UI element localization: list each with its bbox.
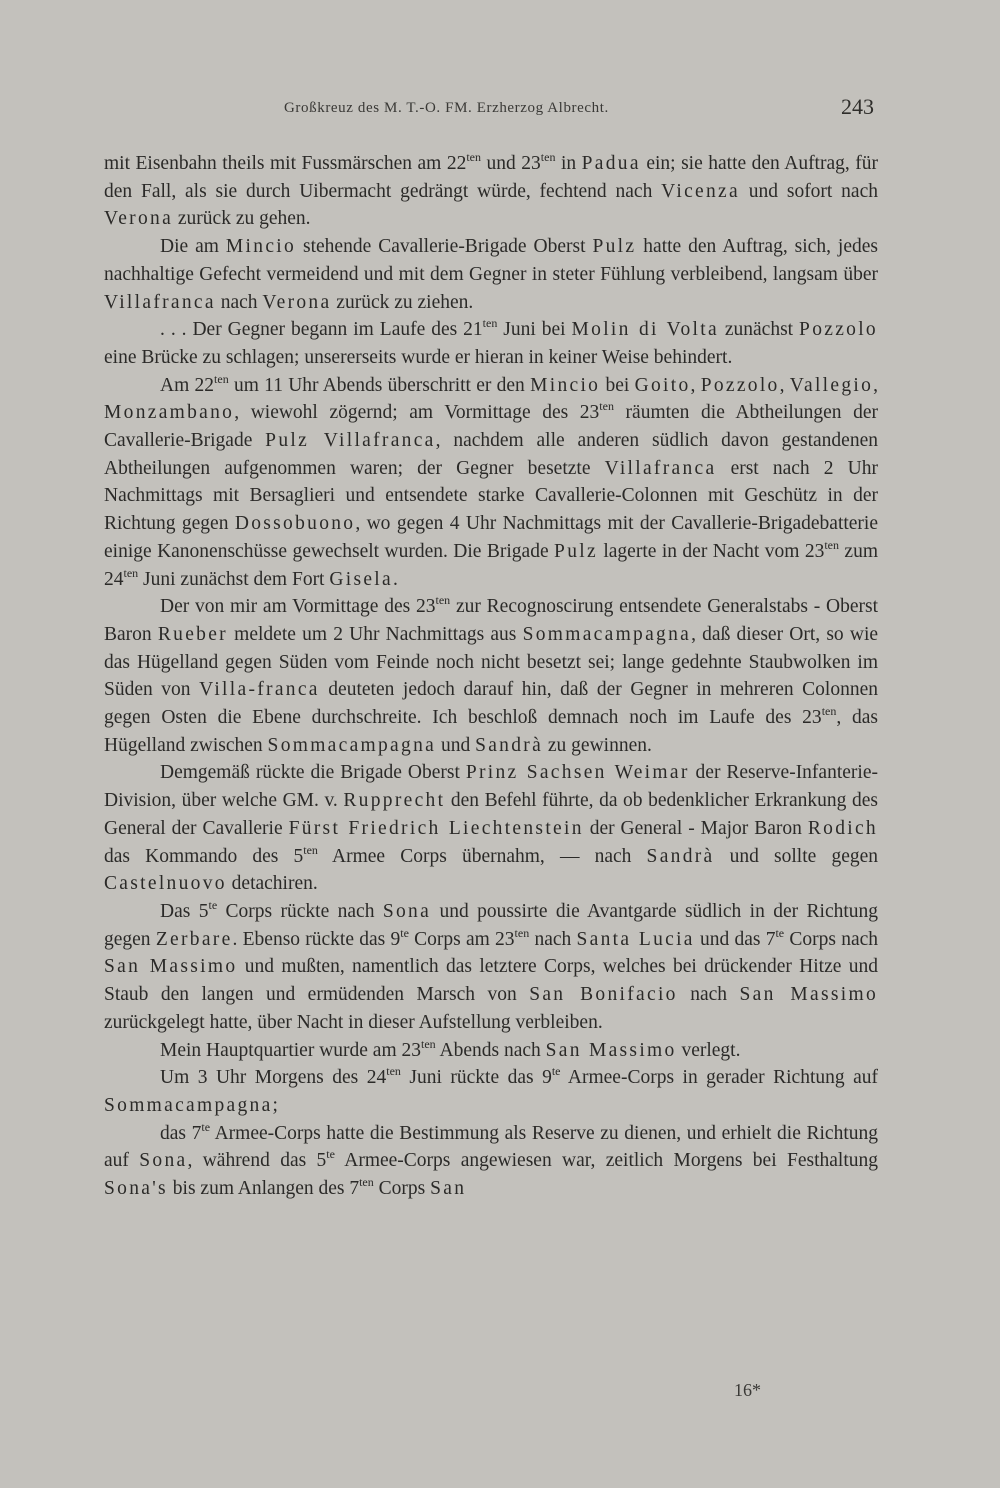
superscript: ten: [482, 316, 498, 331]
superscript: ten: [123, 565, 139, 580]
superscript: ten: [421, 1036, 436, 1051]
paragraph: [104, 1064, 878, 1119]
signature-mark: 16*: [734, 1380, 761, 1400]
spaced-name: Villafranca: [104, 291, 216, 313]
body-text: [104, 150, 878, 1203]
text-run: Der von mir am Vormittage des 23: [160, 596, 436, 618]
spaced-name: Mincio: [530, 374, 601, 396]
text-run: nach: [215, 291, 263, 313]
text-run: lagerte in der Nacht vom 23: [597, 540, 825, 562]
superscript: te: [551, 1064, 561, 1079]
superscript: ten: [540, 150, 556, 164]
superscript: ten: [599, 399, 614, 414]
spaced-name: Mincio: [225, 236, 297, 258]
superscript: ten: [386, 1064, 401, 1079]
text-run: , nachdem alle anderen südlich davon gestandenen Abtheilungen aufgenommen waren; der Gegner besetzte: [104, 430, 878, 479]
text-run: Juni rückte das 9: [400, 1067, 552, 1089]
text-run: Die am: [160, 236, 226, 258]
text-run: zu gewinnen.: [543, 734, 652, 756]
text-run: um 11 Uhr Abends überschritt er den: [228, 374, 531, 396]
paragraph: [104, 372, 878, 594]
spaced-name: Sona: [382, 900, 432, 922]
superscript: te: [201, 1119, 211, 1134]
text-run: detachiren.: [226, 873, 318, 895]
spaced-name: Verona: [262, 291, 332, 313]
paragraph: [104, 316, 878, 371]
text-run: nach: [677, 984, 740, 1006]
text-run: zunächst: [718, 319, 800, 341]
text-run: das 7: [160, 1122, 202, 1144]
text-run: räumten die Abtheilungen der Cavallerie-Brigade: [104, 402, 878, 452]
spaced-name: San: [430, 1178, 467, 1200]
running-head: Großkreuz des M. T.-O. FM. Erzherzog Albrecht.: [284, 100, 609, 116]
text-run: Juni zunächst dem Fort: [138, 568, 330, 590]
text-run: Armee-Corps angewiesen war, zeitlich Morgens bei Festhaltung: [334, 1150, 878, 1172]
text-run: und sollte gegen: [714, 845, 878, 867]
superscript: ten: [821, 704, 837, 719]
text-run: und 23: [481, 153, 541, 174]
text-run: .: [392, 568, 398, 590]
text-run: Corps nach: [784, 928, 879, 950]
spaced-name: Pulz: [592, 236, 637, 258]
spaced-name: Verona: [104, 208, 174, 230]
text-run: , daß dieser Ort, so wie das Hügelland gegen Süden vom Feinde noch nicht besetzt sei; lange gedehnte Staubwolken im Süden von: [104, 623, 879, 701]
text-run: und mußten, namentlich das letztere Corps, welches bei drückender Hitze und Staub den langen und ermüdenden Marsch von: [104, 956, 878, 1006]
spaced-name: Sommacampagna: [267, 734, 437, 756]
paragraph: [104, 233, 878, 316]
text-run: verlegt.: [676, 1039, 741, 1061]
text-run: . Ebenso rückte das 9: [232, 928, 401, 950]
spaced-name: Dossobuono: [234, 513, 356, 535]
text-run: ,: [690, 374, 701, 396]
text-run: meldete um 2 Uhr Nachmittags aus: [227, 623, 523, 645]
superscript: ten: [514, 925, 530, 940]
spaced-name: Santa Lucia: [576, 928, 695, 950]
text-run: Corps: [373, 1178, 431, 1200]
spaced-name: Sommacampagna: [522, 623, 692, 645]
spaced-name: Sommacampagna: [104, 1094, 273, 1116]
spaced-name: Pozzolo: [700, 374, 780, 396]
text-run: in: [555, 153, 582, 174]
text-run: hatte den Auftrag, sich, jedes nachhaltige Gefecht vermeidend und mit dem Gegner in steter Fühlung verbleibend, langsam über: [104, 236, 878, 285]
text-run: , während das 5: [187, 1150, 327, 1172]
paragraph: [104, 898, 878, 1037]
text-run: Armee Corps übernahm, — nach: [317, 845, 647, 867]
spaced-name: Padua: [581, 153, 641, 174]
text-run: erst nach 2 Uhr Nachmittags mit Bersaglieri und entsendete starke Cavallerie-Colonnen mit Geschütz in der Richtung gegen: [104, 457, 878, 535]
spaced-name: Pulz Villafranca: [265, 430, 436, 452]
spaced-name: Pulz: [554, 540, 598, 562]
text-run: Das 5: [160, 900, 209, 922]
text-run: zurück zu ziehen.: [331, 291, 474, 313]
text-run: Um 3 Uhr Morgens des 24: [160, 1067, 387, 1089]
spaced-name: Sona's: [104, 1178, 168, 1200]
spaced-name: San Massimo: [739, 984, 878, 1006]
superscript: ten: [303, 842, 318, 857]
text-run: Corps rückte nach: [217, 900, 383, 922]
text-run: Armee-Corps hatte die Bestimmung als Reserve zu dienen, und erhielt die Richtung auf: [104, 1122, 878, 1172]
spaced-name: Sandrà: [646, 845, 715, 867]
superscript: te: [775, 925, 785, 940]
text-run: zurückgelegt hatte, über Nacht in dieser Aufstellung verbleiben.: [104, 1011, 603, 1033]
page-number: 243: [841, 94, 874, 119]
text-run: Juni bei: [497, 319, 572, 341]
text-run: Corps am 23: [408, 928, 515, 950]
spaced-name: Rupprecht: [343, 790, 446, 812]
paragraph: [104, 593, 878, 759]
text-run: das Kommando des 5: [104, 845, 304, 867]
text-run: Am 22: [160, 374, 215, 396]
text-run: zurück zu gehen.: [173, 208, 311, 230]
superscript: ten: [214, 371, 229, 386]
text-run: deuteten jedoch darauf hin, daß der Gegner in mehreren Colonnen gegen Osten die Ebene durchschreite. Ich beschloß demnach noch im Laufe des 23: [104, 679, 878, 729]
superscript: ten: [824, 537, 839, 552]
page-header: [104, 94, 878, 124]
spaced-name: Zerbare: [155, 928, 233, 950]
spaced-name: San Massimo: [104, 956, 238, 978]
text-run: stehende Cavallerie-Brigade Oberst: [296, 236, 593, 258]
text-run: zum 24: [104, 540, 878, 590]
text-run: mit Eisenbahn theils mit Fussmärschen am 22: [104, 153, 467, 174]
spaced-name: Goito: [634, 374, 691, 396]
spaced-name: Prinz Sachsen Weimar: [465, 762, 690, 784]
spaced-name: Vallegio: [789, 374, 874, 396]
text-run: ,: [779, 374, 790, 396]
spaced-name: Pozzolo: [799, 319, 878, 341]
paragraph: [104, 759, 878, 898]
text-run: eine Brücke zu schlagen; unsererseits wurde er hieran in keiner Weise behindert.: [104, 346, 733, 368]
superscript: te: [326, 1147, 335, 1162]
spaced-name: Sandrà: [475, 734, 544, 756]
text-run: nach: [529, 928, 577, 950]
spaced-name: Rueber: [157, 623, 228, 645]
text-run: . . . Der Gegner begann im Laufe des 21: [160, 319, 483, 341]
text-run: , das Hügelland zwischen: [104, 707, 878, 756]
text-run: Abends nach: [435, 1039, 546, 1061]
text-run: und sofort nach: [739, 180, 878, 202]
spaced-name: Villa-franca: [199, 679, 320, 701]
text-run: ,: [873, 374, 879, 396]
spaced-name: Sona: [139, 1150, 188, 1172]
text-run: Demgemäß rückte die Brigade Oberst: [160, 762, 466, 784]
spaced-name: Fürst Friedrich Liechtenstein: [288, 817, 584, 839]
spaced-name: Molin di Volta: [571, 319, 719, 341]
spaced-name: Rodich: [807, 817, 878, 839]
superscript: ten: [435, 593, 451, 608]
spaced-name: San Massimo: [545, 1039, 677, 1061]
text-run: bis zum Anlangen des 7: [167, 1178, 360, 1200]
text-run: der Reserve-Infanterie-Division, über welche GM. v.: [104, 762, 878, 812]
text-run: , wo gegen 4 Uhr Nachmittags mit der Cavallerie-Brigadebatterie einige Kanonenschüsse gewechselt wurden. Die Brigade: [104, 513, 879, 562]
text-run: ;: [272, 1094, 278, 1116]
text-run: bei: [600, 374, 635, 396]
superscript: te: [208, 897, 218, 912]
superscript: te: [400, 925, 409, 940]
paragraph: [104, 150, 878, 233]
paragraph: [104, 1120, 878, 1203]
superscript: ten: [466, 150, 482, 164]
text-run: den Befehl führte, da ob bedenklicher Erkrankung des General der Cavallerie: [104, 790, 878, 839]
text-run: zur Recognoscirung entsendete Generalstabs - Oberst Baron: [104, 596, 878, 645]
text-run: Armee-Corps in gerader Richtung auf: [560, 1067, 879, 1089]
text-run: und poussirte die Avantgarde südlich in der Richtung gegen: [104, 900, 879, 950]
spaced-name: Villafranca: [604, 457, 717, 479]
spaced-name: Gisela: [329, 568, 393, 590]
spaced-name: Vicenza: [661, 180, 740, 202]
spaced-name: Castelnuovo: [104, 873, 227, 895]
text-run: der General - Major Baron: [583, 817, 808, 839]
text-run: Mein Hauptquartier wurde am 23: [160, 1039, 422, 1061]
spaced-name: San Bonifacio: [529, 984, 678, 1006]
superscript: ten: [359, 1175, 374, 1190]
paragraph: [104, 1037, 878, 1065]
text-run: , wiewohl zögernd; am Vormittage des 23: [234, 402, 600, 424]
text-run: und das 7: [694, 928, 776, 950]
text-run: und: [436, 734, 476, 756]
spaced-name: Monzambano: [104, 402, 235, 424]
text-run: ein; sie hatte den Auftrag, für den Fall, als sie durch Uibermacht gedrängt würde, fechtend nach: [104, 153, 878, 202]
